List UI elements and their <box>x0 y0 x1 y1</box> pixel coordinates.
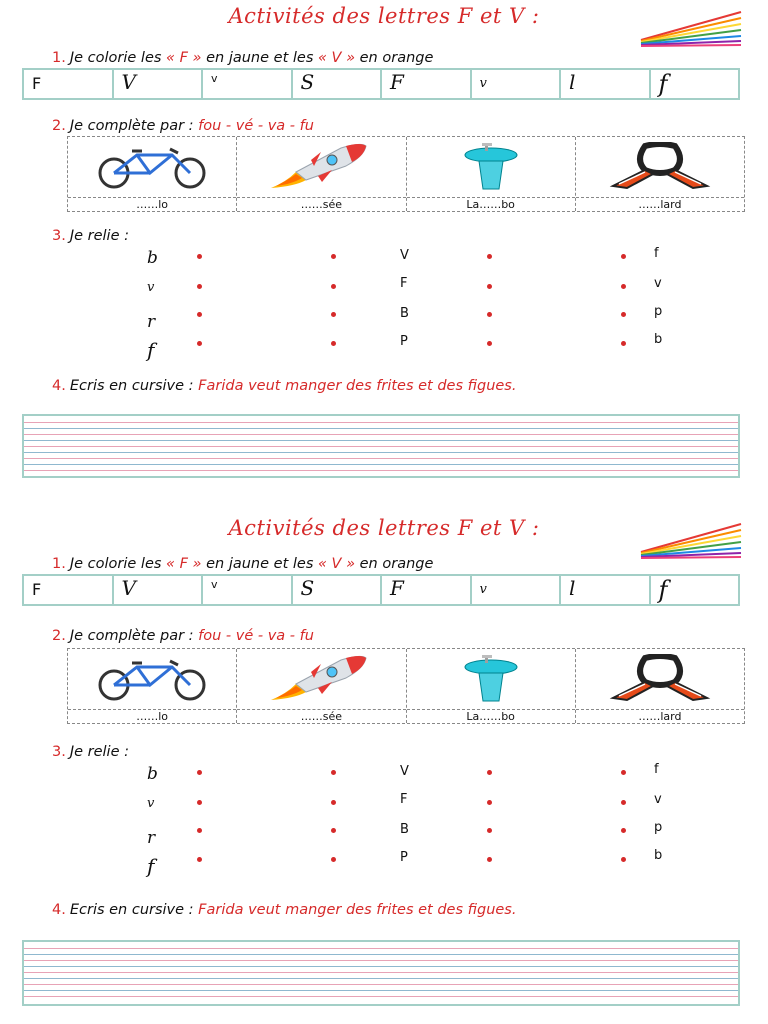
colored-pencils-icon <box>636 520 746 560</box>
picture-caption: ……sée <box>237 709 405 723</box>
cursive-letter: f <box>147 338 155 362</box>
match-dot[interactable] <box>197 284 202 289</box>
match-dot[interactable] <box>197 770 202 775</box>
cursive-letter: r <box>147 828 156 848</box>
exercise1-instruction: 1. Je colorie les « F » en jaune et les « V » en orange <box>52 556 434 572</box>
match-dot[interactable] <box>331 254 336 259</box>
letters-coloring-row <box>22 574 740 606</box>
match-dot[interactable] <box>621 284 626 289</box>
picture-caption: ……lo <box>68 709 236 723</box>
exercise3-instruction: 3. Je relie : <box>52 744 130 760</box>
picture-item <box>68 649 237 723</box>
match-dot[interactable] <box>487 284 492 289</box>
match-dot[interactable] <box>487 828 492 833</box>
picture-caption: ……lard <box>576 709 744 723</box>
match-dot[interactable] <box>197 800 202 805</box>
washbasin-icon <box>461 141 521 193</box>
match-dot[interactable] <box>331 800 336 805</box>
print-letter: v <box>654 276 662 291</box>
picture-completion-table <box>67 136 745 212</box>
match-dot[interactable] <box>331 284 336 289</box>
picture-completion-table <box>67 648 745 724</box>
bicycle-icon <box>92 657 212 701</box>
washbasin-icon <box>461 653 521 705</box>
letter-cell[interactable]: v <box>472 70 562 98</box>
exercise2-instruction: 2. Je complète par : fou - vé - va - fu <box>52 118 314 134</box>
print-letter: p <box>654 304 663 319</box>
matching-exercise <box>0 248 768 368</box>
print-letter: v <box>654 792 662 807</box>
print-letter: f <box>654 246 659 261</box>
match-dot[interactable] <box>331 341 336 346</box>
cursive-letter: b <box>147 248 158 268</box>
print-letter: F <box>400 276 408 291</box>
exercise4-instruction: 4. Ecris en cursive : Farida veut manger des frites et des figues. <box>52 378 517 394</box>
letter-cell[interactable]: l <box>561 70 651 98</box>
print-letter: F <box>400 792 408 807</box>
print-letter: f <box>654 762 659 777</box>
colored-pencils-icon <box>636 8 746 48</box>
match-dot[interactable] <box>621 341 626 346</box>
picture-caption: La……bo <box>407 709 575 723</box>
scarf-icon <box>605 142 715 192</box>
exercise4-instruction: 4. Ecris en cursive : Farida veut manger des frites et des figues. <box>52 902 517 918</box>
letter-cell[interactable]: F <box>382 70 472 98</box>
match-dot[interactable] <box>621 800 626 805</box>
match-dot[interactable] <box>621 770 626 775</box>
exercise1-instruction: 1. Je colorie les « F » en jaune et les « V » en orange <box>52 50 434 66</box>
match-dot[interactable] <box>331 312 336 317</box>
letter-cell[interactable]: F <box>382 576 472 604</box>
letter-cell[interactable]: S <box>293 70 383 98</box>
worksheet-title: Activités des lettres F et V : <box>228 4 540 28</box>
match-dot[interactable] <box>621 857 626 862</box>
picture-caption: La……bo <box>407 197 575 211</box>
print-letter: b <box>654 848 663 863</box>
rocket-icon <box>266 142 376 192</box>
picture-item <box>576 137 744 211</box>
cursive-letter: v <box>147 796 155 811</box>
print-letter: b <box>654 332 663 347</box>
letter-cell[interactable]: S <box>293 576 383 604</box>
print-letter: P <box>400 334 408 349</box>
bicycle-icon <box>92 145 212 189</box>
match-dot[interactable] <box>487 312 492 317</box>
picture-item <box>407 137 576 211</box>
worksheet-bottom <box>0 512 768 1024</box>
letter-cell[interactable]: v <box>472 576 562 604</box>
match-dot[interactable] <box>621 254 626 259</box>
exercise3-instruction: 3. Je relie : <box>52 228 130 244</box>
picture-caption: ……lo <box>68 197 236 211</box>
picture-caption: ……lard <box>576 197 744 211</box>
match-dot[interactable] <box>197 857 202 862</box>
letter-cell[interactable]: l <box>561 576 651 604</box>
picture-item <box>407 649 576 723</box>
print-letter: P <box>400 850 408 865</box>
letter-cell[interactable]: F <box>24 70 114 98</box>
match-dot[interactable] <box>621 828 626 833</box>
match-dot[interactable] <box>487 341 492 346</box>
match-dot[interactable] <box>197 312 202 317</box>
cursive-letter: v <box>147 280 155 295</box>
letter-cell[interactable]: v <box>203 70 293 98</box>
print-letter: V <box>400 248 409 263</box>
picture-item <box>237 649 406 723</box>
letter-cell[interactable]: f <box>658 576 668 604</box>
match-dot[interactable] <box>621 312 626 317</box>
cursive-writing-lines[interactable] <box>22 940 740 1006</box>
print-letter: p <box>654 820 663 835</box>
letter-cell[interactable]: V <box>114 576 204 604</box>
cursive-letter: r <box>147 312 156 332</box>
letter-cell[interactable]: v <box>203 576 293 604</box>
match-dot[interactable] <box>331 857 336 862</box>
print-letter: B <box>400 822 409 837</box>
picture-item <box>237 137 406 211</box>
match-dot[interactable] <box>197 254 202 259</box>
cursive-writing-lines[interactable] <box>22 414 740 478</box>
matching-exercise <box>0 764 768 884</box>
letter-cell[interactable]: F <box>24 576 114 604</box>
match-dot[interactable] <box>331 770 336 775</box>
match-dot[interactable] <box>487 857 492 862</box>
print-letter: B <box>400 306 409 321</box>
picture-item <box>576 649 744 723</box>
letter-cell[interactable]: V <box>114 70 204 98</box>
match-dot[interactable] <box>487 254 492 259</box>
match-dot[interactable] <box>487 770 492 775</box>
letter-cell[interactable]: f <box>658 70 668 98</box>
cursive-letter: f <box>147 854 155 878</box>
picture-item <box>68 137 237 211</box>
picture-caption: ……sée <box>237 197 405 211</box>
exercise2-instruction: 2. Je complète par : fou - vé - va - fu <box>52 628 314 644</box>
print-letter: V <box>400 764 409 779</box>
cursive-letter: b <box>147 764 158 784</box>
match-dot[interactable] <box>331 828 336 833</box>
rocket-icon <box>266 654 376 704</box>
match-dot[interactable] <box>487 800 492 805</box>
match-dot[interactable] <box>197 828 202 833</box>
match-dot[interactable] <box>197 341 202 346</box>
letters-coloring-row <box>22 68 740 100</box>
worksheet-title: Activités des lettres F et V : <box>228 516 540 540</box>
scarf-icon <box>605 654 715 704</box>
